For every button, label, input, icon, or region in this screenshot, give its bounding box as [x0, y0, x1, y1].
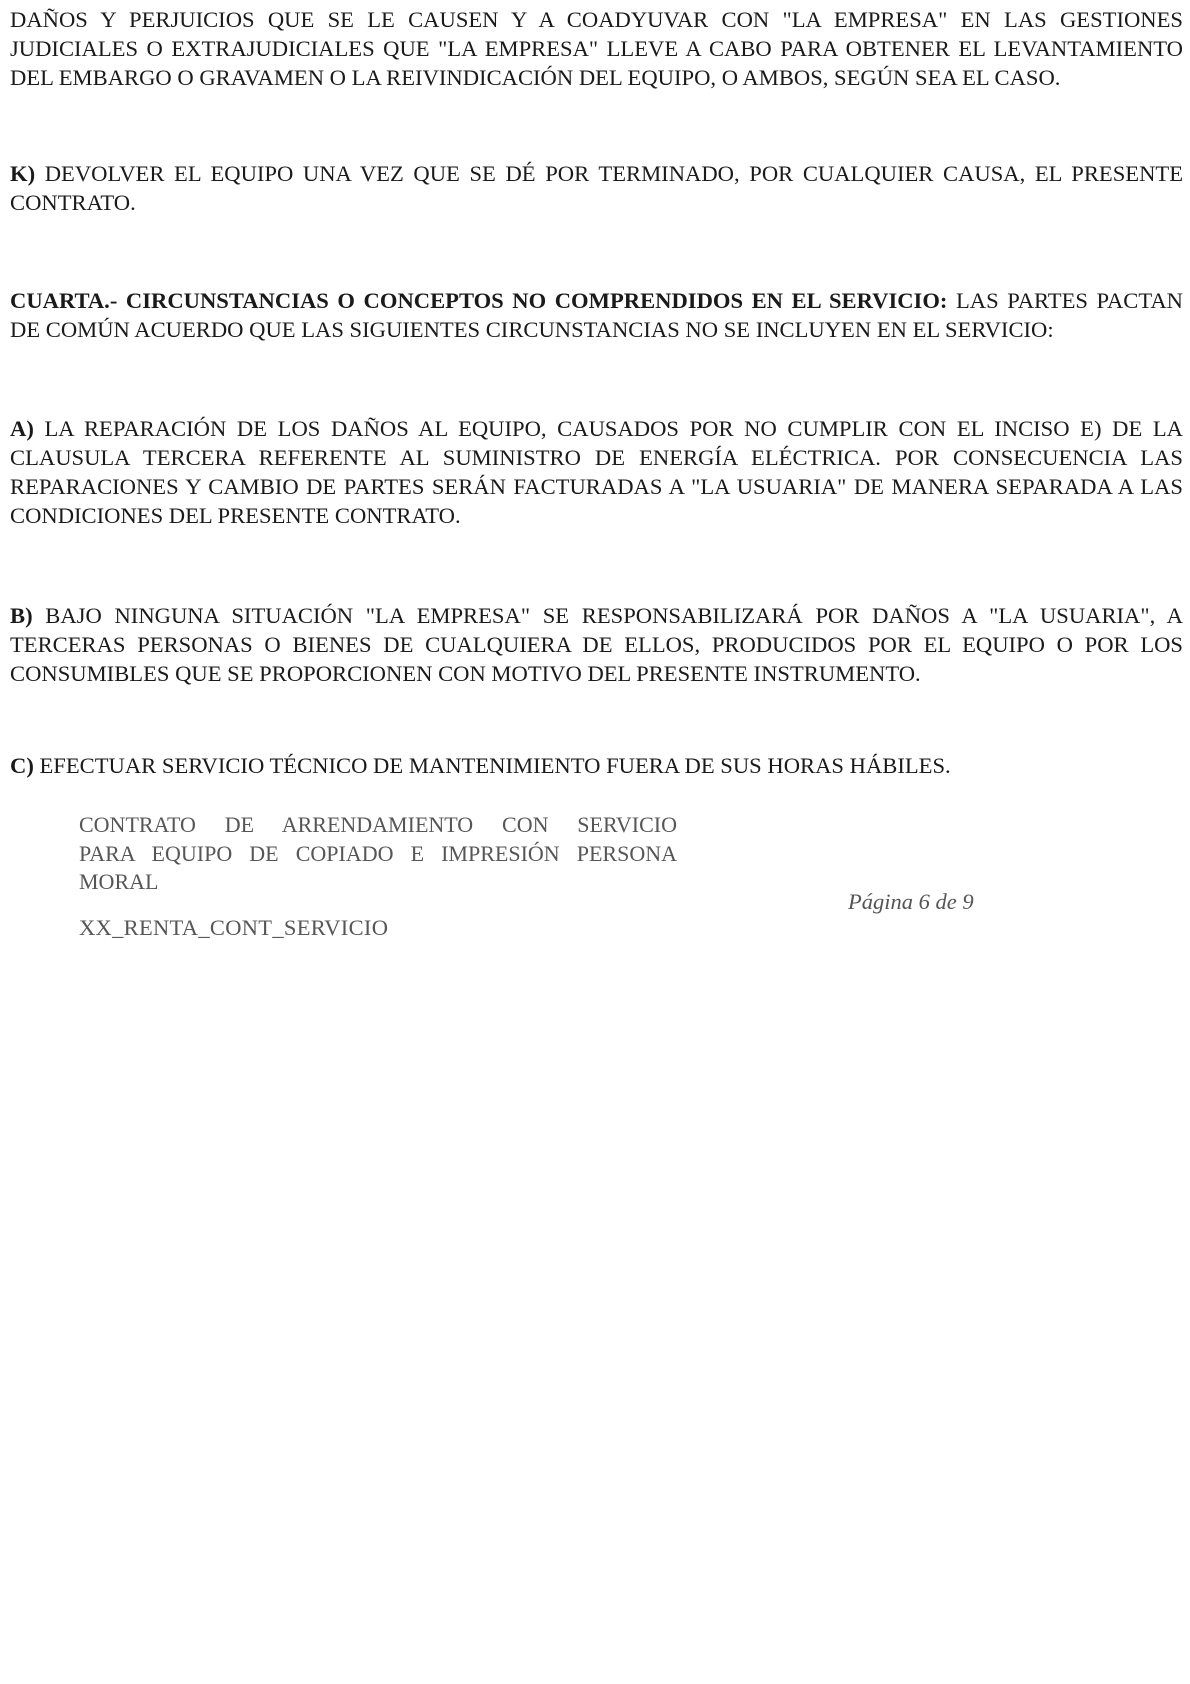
footer-document-title — [79, 811, 677, 897]
clause-continuation-paragraph — [10, 5, 1183, 92]
clause-a-label: A) — [10, 416, 34, 441]
clause-cuarta-text: LAS PARTES PACTAN DE COMÚN ACUERDO QUE LAS SIGUIENTES CIRCUNSTANCIAS NO SE INCLUYEN EN EL SERVICIO: — [10, 288, 1183, 342]
clause-k-text: DEVOLVER EL EQUIPO UNA VEZ QUE SE DÉ POR TERMINADO, POR CUALQUIER CAUSA, EL PRESENTE CONTRATO. — [10, 161, 1183, 215]
clause-k-paragraph — [10, 159, 1183, 217]
clause-a-paragraph — [10, 414, 1183, 530]
clause-c-paragraph — [10, 751, 1183, 780]
page-number-indicator: Página 6 de 9 — [848, 889, 974, 914]
document-code: XX_RENTA_CONT_SERVICIO — [79, 915, 389, 940]
clause-b-paragraph — [10, 601, 1183, 688]
clause-b-text: BAJO NINGUNA SITUACIÓN "LA EMPRESA" SE RESPONSABILIZARÁ POR DAÑOS A "LA USUARIA", A TERCERAS PERSONAS O BIENES DE CUALQUIERA DE ELLOS, PRODUCIDOS POR EL EQUIPO O POR LOS CONSUMIBLES QUE SE PROPORCIONEN CON MOTIVO DEL PRESENTE INSTRUMENTO. — [10, 603, 1183, 686]
footer-title-line: CONTRATO DE ARRENDAMIENTO CON SERVICIO — [79, 812, 677, 837]
page-footer — [10, 811, 1183, 1001]
clause-a-text: LA REPARACIÓN DE LOS DAÑOS AL EQUIPO, CAUSADOS POR NO CUMPLIR CON EL INCISO E) DE LA CLAUSULA TERCERA REFERENTE AL SUMINISTRO DE ENERGÍA ELÉCTRICA. POR CONSECUENCIA LAS REPARACIONES Y CAMBIO DE PARTES SERÁN FACTURADAS A "LA USUARIA" DE MANERA SEPARADA A LAS CONDICIONES DEL PRESENTE CONTRATO. — [10, 416, 1183, 528]
clause-cuarta-heading: CUARTA.- CIRCUNSTANCIAS O CONCEPTOS NO COMPRENDIDOS EN EL SERVICIO: — [10, 288, 948, 313]
clause-b-label: B) — [10, 603, 33, 628]
footer-title-line: PARA EQUIPO DE COPIADO E IMPRESIÓN PERSONA — [79, 840, 677, 866]
clause-k-label: K) — [10, 161, 36, 186]
clause-cuarta-paragraph — [10, 286, 1183, 344]
clause-text: DAÑOS Y PERJUICIOS QUE SE LE CAUSEN Y A COADYUVAR CON "LA EMPRESA" EN LAS GESTIONES JUDICIALES O EXTRAJUDICIALES QUE "LA EMPRESA" LLEVE A CABO PARA OBTENER EL LEVANTAMIENTO DEL EMBARGO O GRAVAMEN O LA REIVINDICACIÓN DEL EQUIPO, O AMBOS, SEGÚN SEA EL CASO. — [10, 7, 1183, 90]
clause-c-label: C) — [10, 753, 34, 778]
footer-title-line: MORAL — [79, 869, 159, 894]
clause-c-text: EFECTUAR SERVICIO TÉCNICO DE MANTENIMIENTO FUERA DE SUS HORAS HÁBILES. — [33, 753, 951, 778]
